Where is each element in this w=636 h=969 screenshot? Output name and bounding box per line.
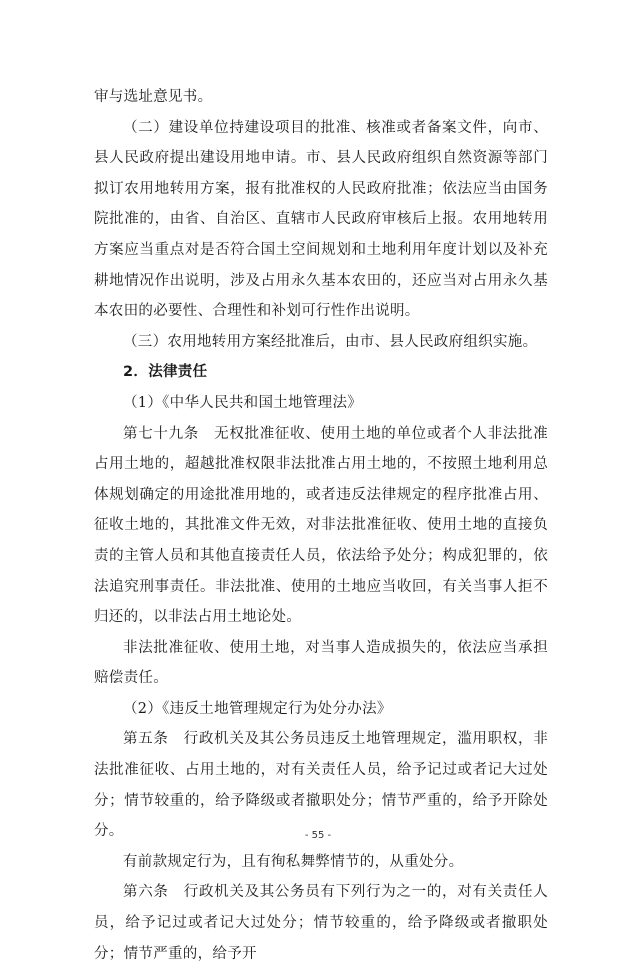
- paragraph-article-5: 第五条 行政机关及其公务员违反土地管理规定，滥用职权，非法批准征收、占用土地的，对有关责任人员，给予记过或者记大过处分；情节较重的，给予降级或者撤职处分；情节严重的，给予开除处分。: [94, 731, 548, 840]
- paragraph-aggravated: 有前款规定行为，且有徇私舞弊情节的，从重处分。: [123, 853, 464, 870]
- paragraph-1: 审与选址意见书。: [94, 89, 213, 105]
- subheading-punishment-measures: （2）《违反土地管理规定行为处分办法》: [123, 700, 392, 717]
- paragraph-3: （三）农用地转用方案经批准后，由市、县人民政府组织实施。: [123, 333, 538, 350]
- subheading-land-management-law: （1）《中华人民共和国土地管理法》: [123, 394, 363, 411]
- paragraph-article-6: 第六条 行政机关及其公务员有下列行为之一的，对有关责任人员，给予记过或者记大过处分；情节较重的，给予降级或者撤职处分；情节严重的，给予开: [94, 884, 548, 962]
- section-heading-legal-liability: 2．法律责任: [123, 364, 208, 381]
- paragraph-2: （二）建设单位持建设项目的批准、核准或者备案文件，向市、县人民政府提出建设用地申请。市、县人民政府组织自然资源等部门拟订农用地转用方案，报有批准权的人民政府批准；依法应当由国务院批准的，由省、自治区、直辖市人民政府审核后上报。农用地转用方案应当重点对是否符合国土空间规划和土地利用年度计划以及补充耕地情况作出说明，涉及占用永久基本农田的，还应当对占用永久基本农田的必要性、合理性和补划可行性作出说明。: [94, 119, 548, 320]
- page-number: - 55 -: [304, 830, 332, 841]
- paragraph-compensation: 非法批准征收、使用土地，对当事人造成损失的，依法应当承担赔偿责任。: [94, 639, 548, 687]
- paragraph-article-79: 第七十九条 无权批准征收、使用土地的单位或者个人非法批准占用土地的，超越批准权限非法批准占用土地的，不按照土地利用总体规划确定的用途批准用地的，或者违反法律规定的程序批准占用、征收土地的，其批准文件无效，对非法批准征收、使用土地的直接负责的主管人员和其他直接责任人员，依法给予处分；构成犯罪的，依法追究刑事责任。非法批准、使用的土地应当收回，有关当事人拒不归还的，以非法占用土地论处。: [94, 425, 548, 626]
